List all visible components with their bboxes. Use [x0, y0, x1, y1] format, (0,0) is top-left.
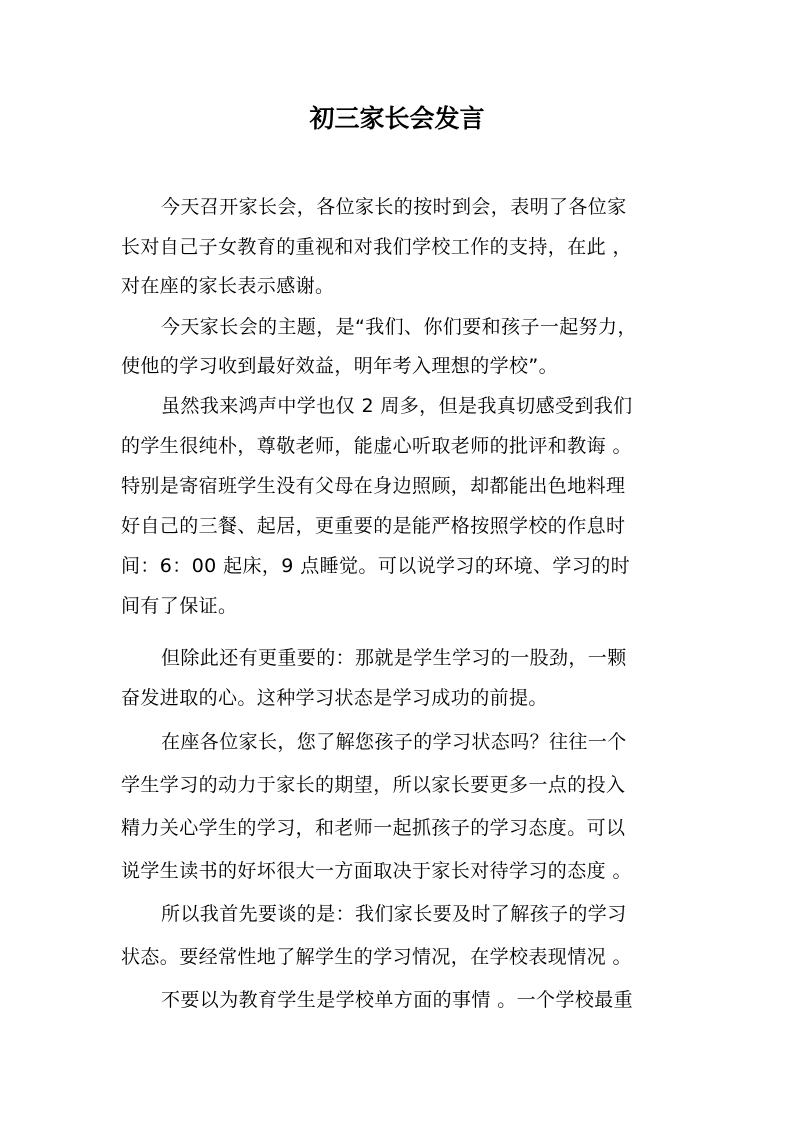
- paragraph-line: 在座各位家长，您了解您孩子的学习状态吗？往往一个: [161, 731, 627, 753]
- paragraph-line: 今天召开家长会，各位家长的按时到会，表明了各位家: [161, 196, 627, 218]
- paragraph-line: 精力关心学生的学习，和老师一起抓孩子的学习态度。可以: [121, 817, 626, 839]
- paragraph-line: 学生学习的动力于家长的期望，所以家长要更多一点的投入: [121, 774, 626, 796]
- paragraph-line: 使他的学习收到最好效益，明年考入理想的学校”。: [121, 355, 559, 377]
- paragraph-line: 间有了保证。: [121, 595, 238, 617]
- paragraph-line: 所以我首先要谈的是：我们家长要及时了解孩子的学习: [161, 903, 627, 925]
- paragraph-line: 长对自己子女教育的重视和对我们学校工作的支持，在此 ，: [121, 236, 632, 258]
- paragraph-line: 间：6：00 起床，9 点睡觉。可以说学习的环境、学习的时: [121, 555, 631, 577]
- paragraph-line: 今天家长会的主题，是“我们、你们要和孩子一起努力，: [161, 316, 637, 338]
- paragraph-line: 好自己的三餐、起居，更重要的是能严格按照学校的作息时: [121, 515, 626, 537]
- paragraph-line: 特别是寄宿班学生没有父母在身边照顾，却都能出色地料理: [121, 475, 626, 497]
- document-title: 初三家长会发言: [309, 104, 485, 133]
- paragraph-line: 虽然我来鸿声中学也仅 2 周多，但是我真切感受到我们: [161, 395, 633, 417]
- paragraph-line: 但除此还有更重要的：那就是学生学习的一股劲，一颗: [161, 647, 627, 669]
- paragraph-line: 对在座的家长表示感谢。: [121, 275, 335, 297]
- paragraph-line: 奋发进取的心。这种学习状态是学习成功的前提。: [121, 687, 548, 709]
- paragraph-line: 的学生很纯朴，尊敬老师，能虚心听取老师的批评和教诲 。: [121, 435, 632, 457]
- paragraph-line: 状态。要经常性地了解学生的学习情况，在学校表现情况 。: [121, 946, 632, 968]
- paragraph-line: 不要以为教育学生是学校单方面的事情 。一个学校最重: [161, 989, 634, 1011]
- paragraph-line: 说学生读书的好坏很大一方面取决于家长对待学习的态度 。: [121, 860, 632, 882]
